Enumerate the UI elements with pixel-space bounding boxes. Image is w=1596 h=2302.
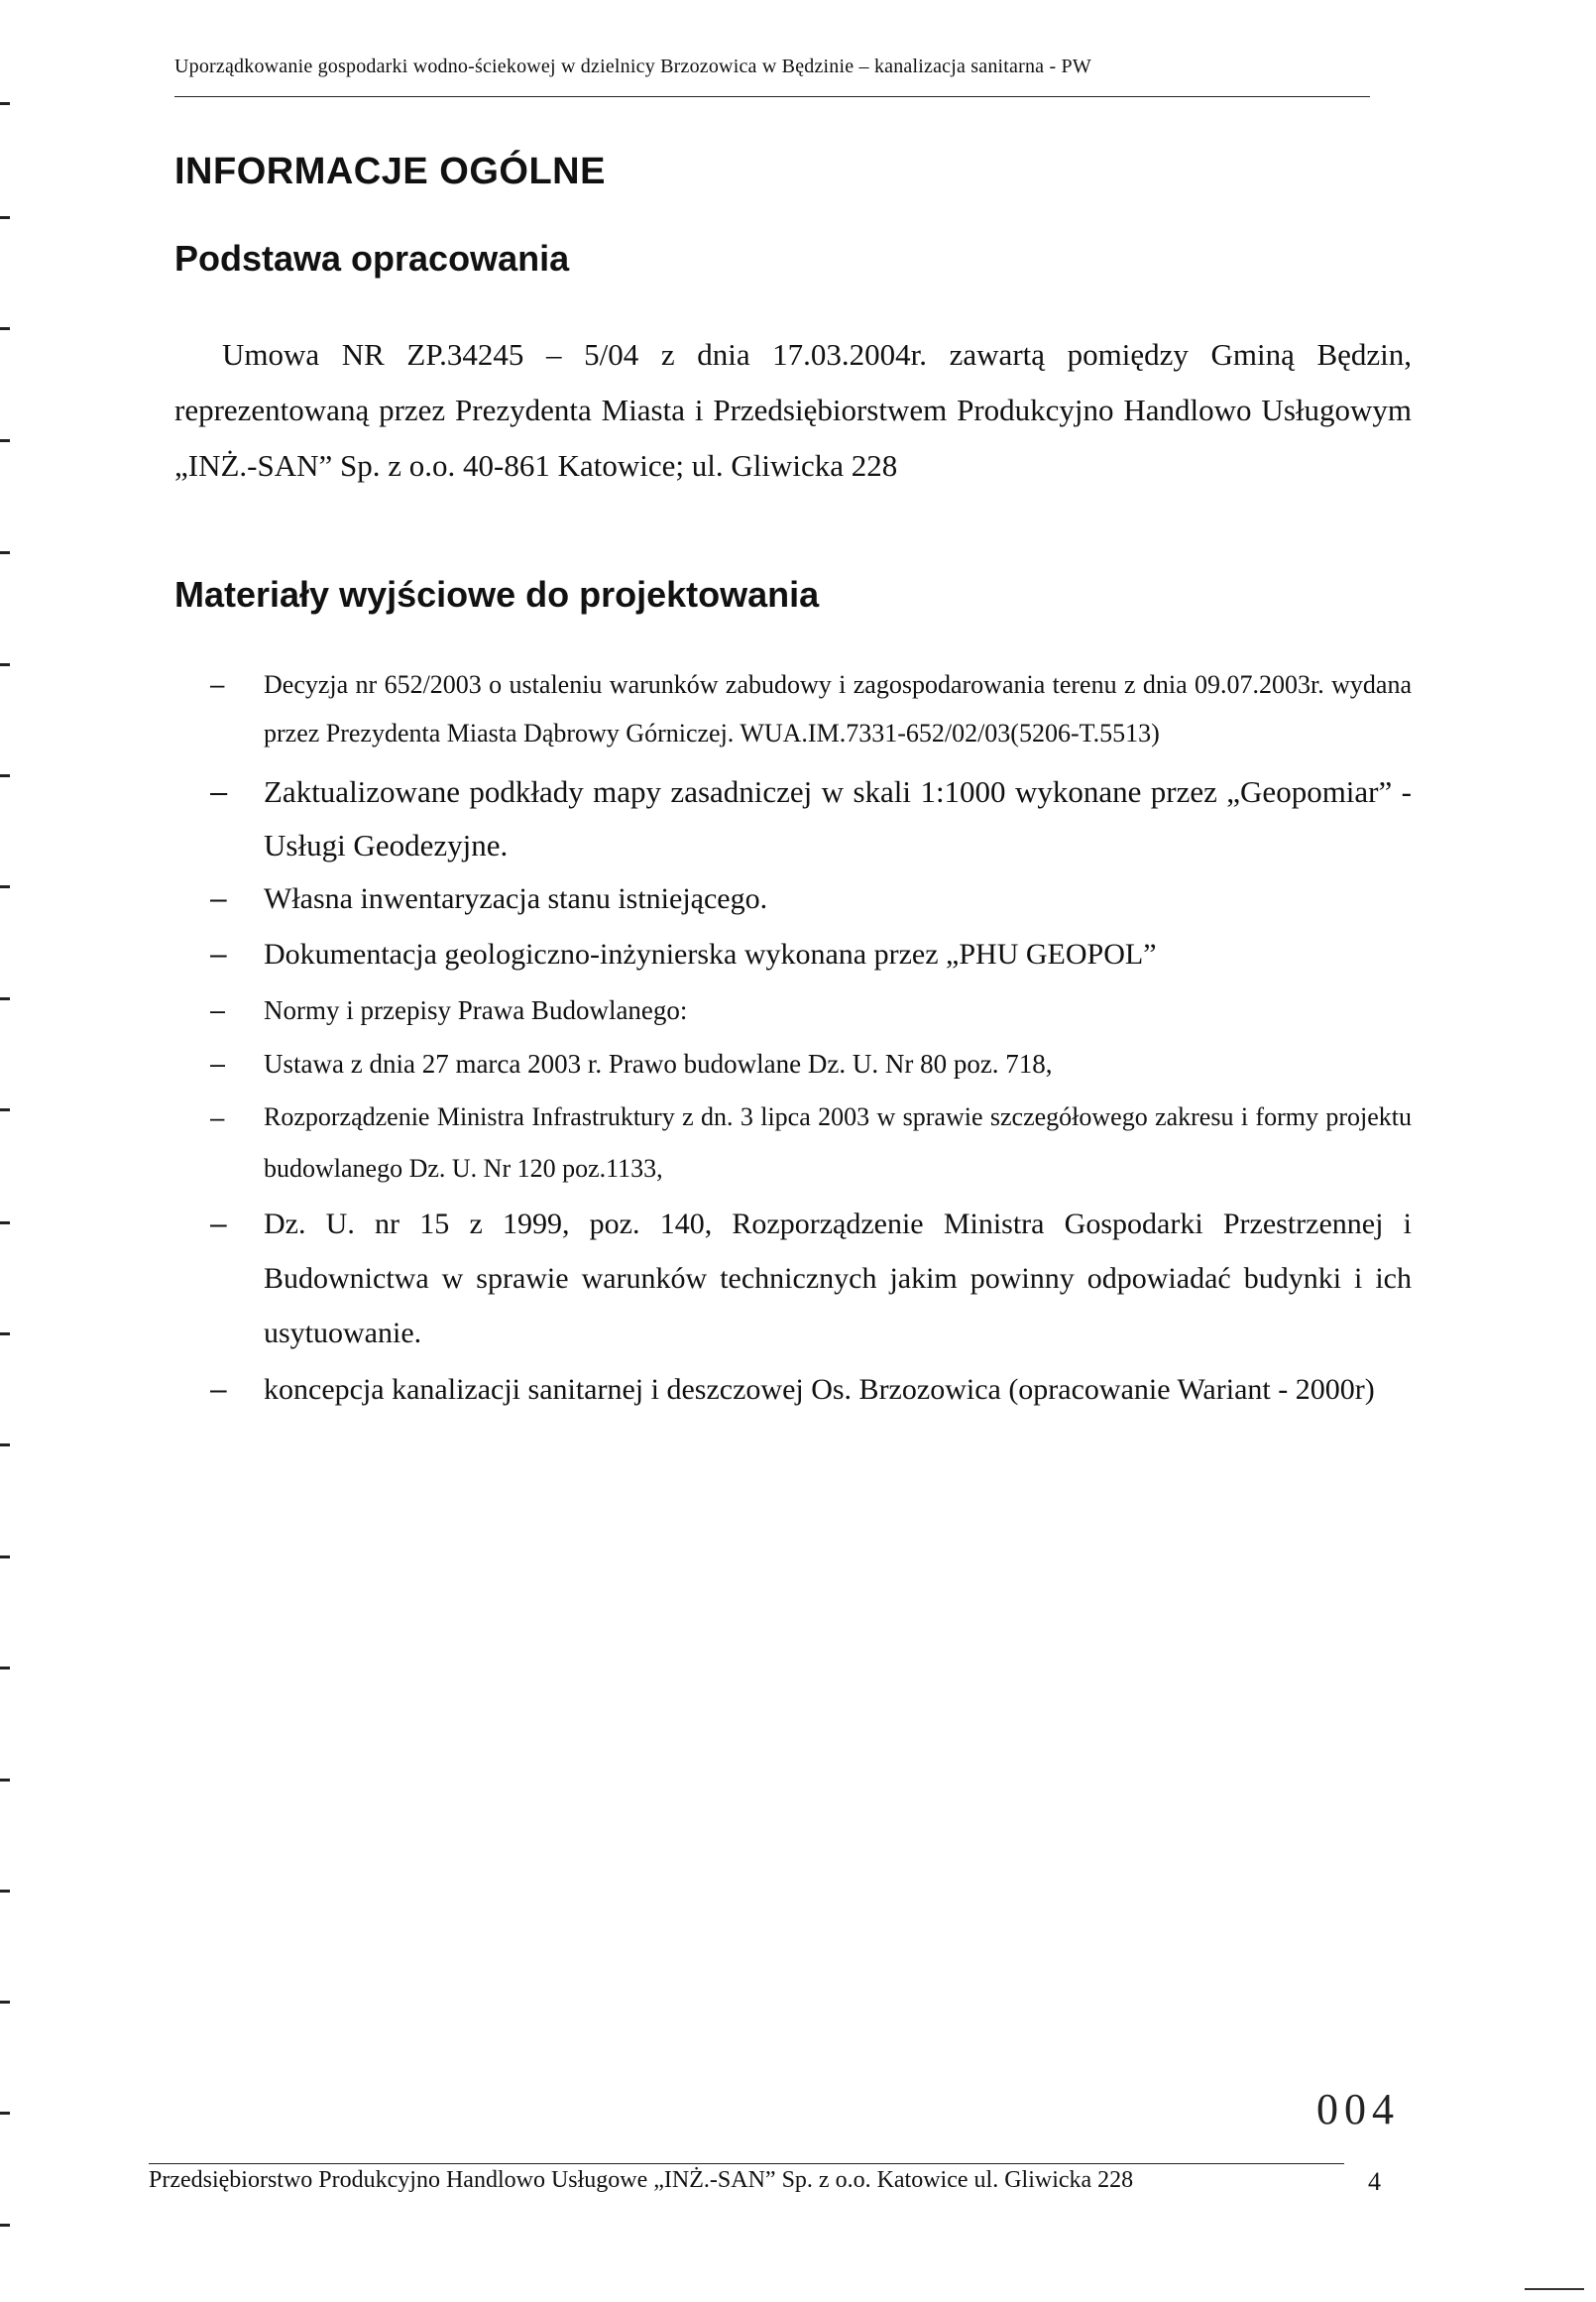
list-bullet: – [210,882,227,915]
margin-mark [0,997,10,1000]
margin-mark [0,1443,10,1446]
list-item-text: Dz. U. nr 15 z 1999, poz. 140, Rozporządzenie Ministra Gospodarki Przestrzennej i Budownictwa w sprawie warunków technicznych jakim powinny odpowiadać budynki i ich usytuowanie. [264,1208,1412,1349]
list-bullet: – [210,1208,227,1240]
list-item-text: Zaktualizowane podkłady mapy zasadniczej w skali 1:1000 wykonane przez „Geopomiar” - Usługi Geodezyjne. [264,774,1412,863]
list-bullet: – [210,1102,225,1132]
list-item [174,660,1412,757]
margin-mark [0,439,10,442]
margin-mark [0,663,10,666]
margin-mark [0,774,10,777]
section-title-materials: Materiały wyjściowe do projektowania [174,574,820,615]
margin-mark [0,1332,10,1335]
list-item-text: Decyzja nr 652/2003 o ustaleniu warunków zabudowy i zagospodarowania terenu z dnia 09.07.2003r. wydana przez Prezydenta Miasta Dąbrowy Górniczej. WUA.IM.7331-652/02/03(5206-T.5513) [264,670,1412,748]
list-item [174,1197,1412,1360]
margin-mark [0,216,10,219]
margin-mark [0,102,10,105]
list-item [174,1362,1412,1417]
list-item [174,929,1412,980]
page-footer: Przedsiębiorstwo Produkcyjno Handlowo Usługowe „INŻ.-SAN” Sp. z o.o. Katowice ul. Gliwicka 228 [149,2167,1134,2193]
header-divider [174,96,1370,97]
margin-mark [0,1108,10,1111]
page-header: Uporządkowanie gospodarki wodno-ściekowej w dzielnicy Brzozowica w Będzinie – kanalizacja sanitarna - PW [174,56,1091,77]
page-stamp: 004 [1316,2085,1400,2133]
list-bullet: – [210,1373,227,1406]
margin-mark [0,2224,10,2227]
margin-mark [0,885,10,888]
list-item [174,984,1412,1036]
margin-mark [0,1555,10,1558]
margin-mark [0,1779,10,1782]
list-item-text: koncepcja kanalizacji sanitarnej i deszczowej Os. Brzozowica (opracowanie Wariant - 2000r) [264,1373,1375,1406]
margin-mark [0,551,10,554]
list-bullet: – [210,995,226,1025]
list-item-text: Rozporządzenie Ministra Infrastruktury z dn. 3 lipca 2003 w sprawie szczegółowego zakresu i formy projektu budowlanego Dz. U. Nr 120 poz.1133, [264,1102,1412,1183]
page-number: 4 [1368,2167,1381,2196]
margin-mark [0,1667,10,1669]
list-bullet: – [210,669,225,699]
margin-mark [0,1890,10,1893]
margin-mark [0,327,10,330]
list-bullet: – [210,774,228,809]
section-title-basis: Podstawa opracowania [174,238,570,279]
list-bullet: – [210,938,227,971]
list-item-text: Własna inwentaryzacja stanu istniejącego. [264,882,768,915]
margin-mark [0,1221,10,1224]
list-bullet: – [210,1049,226,1079]
materials-list [174,660,1412,1417]
section-basis-text: Umowa NR ZP.34245 – 5/04 z dnia 17.03.2004r. zawartą pomiędzy Gminą Będzin, reprezentowaną przez Prezydenta Miasta i Przedsiębiorstwem Produkcyjno Handlowo Usługowym „INŻ.-SAN” Sp. z o.o. 40-861 Katowice; ul. Gliwicka 228 [174,337,1412,483]
list-item [174,1038,1412,1090]
list-item [174,1092,1412,1195]
list-item [174,873,1412,925]
list-item-text: Dokumentacja geologiczno-inżynierska wykonana przez „PHU GEOPOL” [264,938,1157,971]
scan-edge-mark [1525,2288,1584,2290]
margin-mark [0,2112,10,2115]
page-title: INFORMACJE OGÓLNE [174,151,606,192]
footer-divider [149,2163,1344,2164]
list-item-text: Ustawa z dnia 27 marca 2003 r. Prawo budowlane Dz. U. Nr 80 poz. 718, [264,1049,1053,1079]
margin-mark [0,2001,10,2004]
scan-margin-marks [0,0,12,2302]
list-item-text: Normy i przepisy Prawa Budowlanego: [264,995,688,1025]
list-item [174,765,1412,872]
